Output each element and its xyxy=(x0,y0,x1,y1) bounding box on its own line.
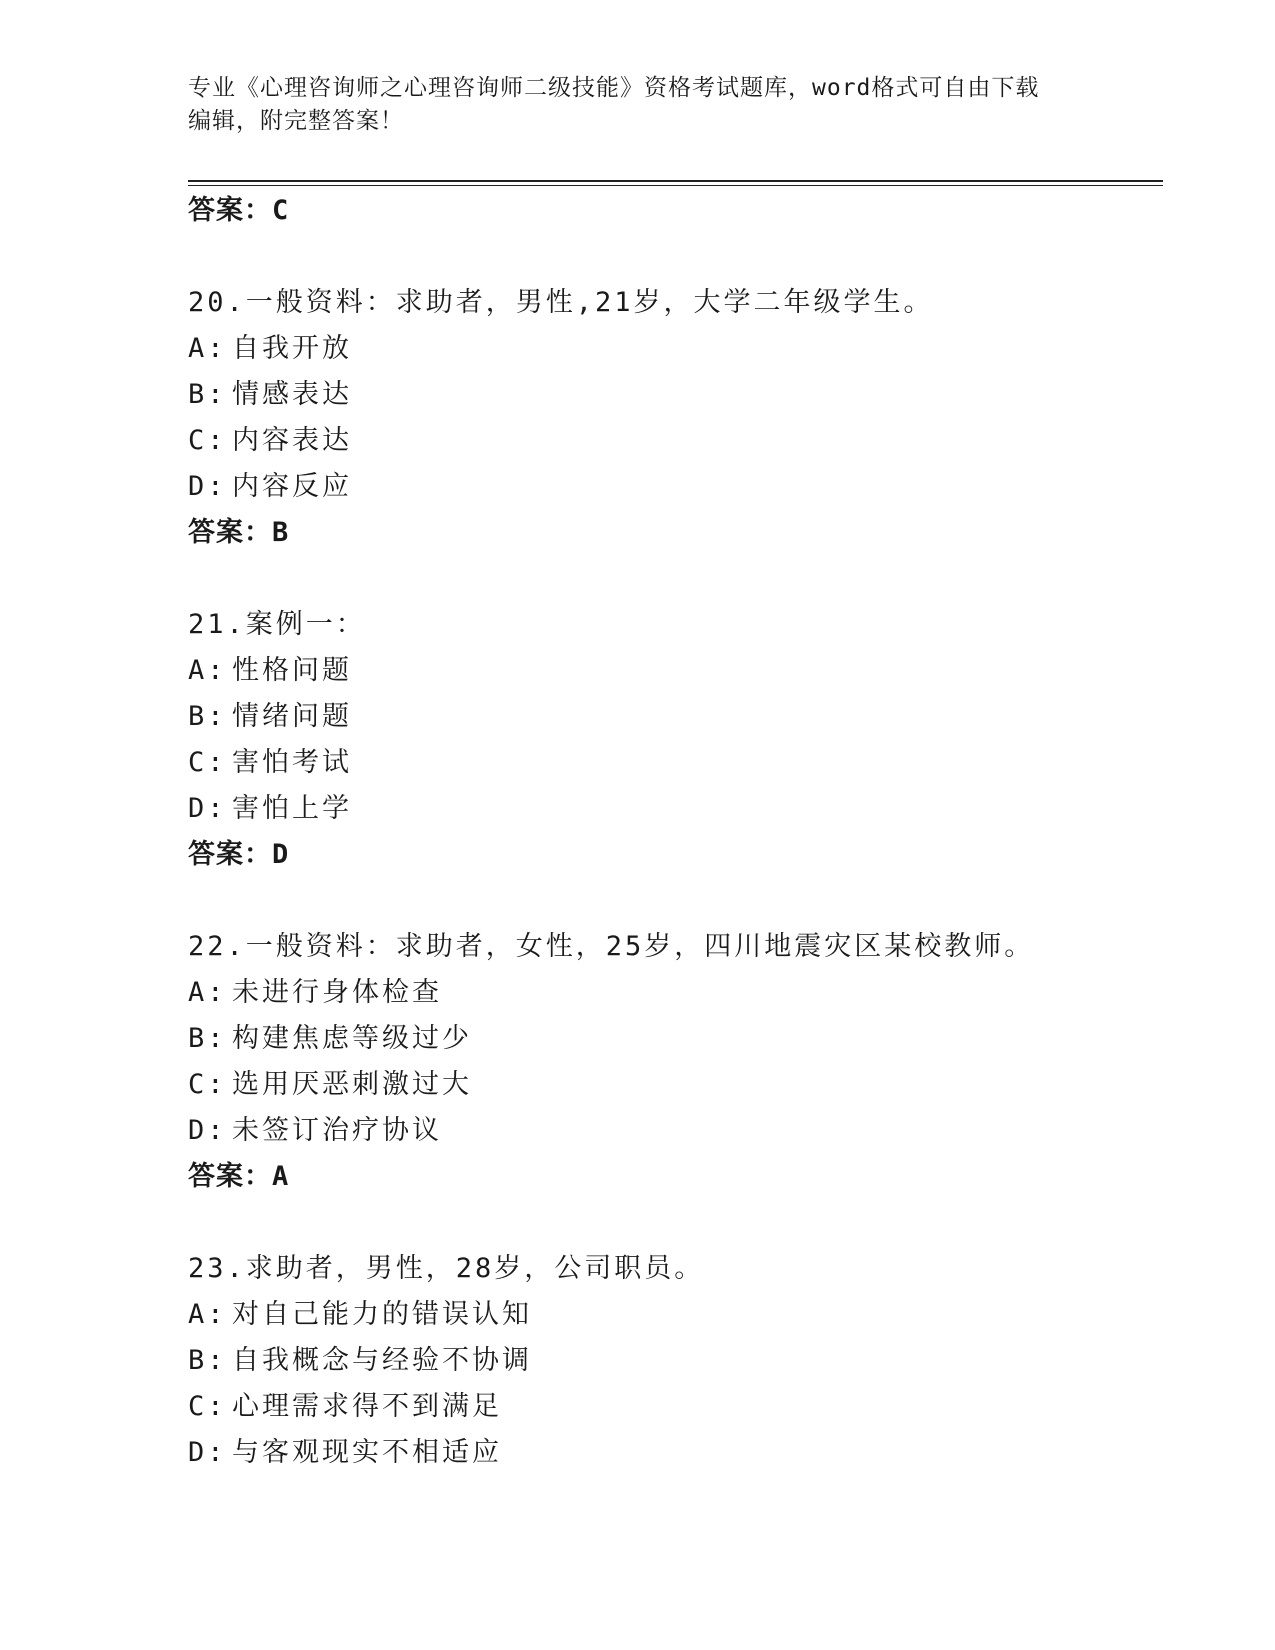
question-block xyxy=(188,280,1163,556)
option-text: 害怕上学 xyxy=(232,793,352,824)
spacer xyxy=(188,234,1163,280)
answer-line: 答案：B xyxy=(188,517,290,548)
option-text: 内容反应 xyxy=(232,471,352,502)
option-letter: D: xyxy=(188,793,227,824)
option-text: 与客观现实不相适应 xyxy=(232,1437,502,1468)
option-a xyxy=(188,326,1163,372)
header-line-2: 编辑，附完整答案！ xyxy=(188,108,404,134)
option-letter: A: xyxy=(188,1299,227,1330)
option-text: 对自己能力的错误认知 xyxy=(232,1299,532,1330)
option-a xyxy=(188,970,1163,1016)
spacer xyxy=(188,878,1163,924)
question-block xyxy=(188,924,1163,1200)
option-letter: B: xyxy=(188,1345,227,1376)
option-letter: A: xyxy=(188,655,227,686)
question-stem: 20.一般资料：求助者，男性,21岁，大学二年级学生。 xyxy=(188,287,934,318)
spacer xyxy=(188,1200,1163,1246)
option-a xyxy=(188,648,1163,694)
answer-line: 答案：C xyxy=(188,195,290,226)
option-letter: C: xyxy=(188,1069,227,1100)
question-block xyxy=(188,1246,1163,1476)
option-b xyxy=(188,372,1163,418)
answer-line: 答案：D xyxy=(188,839,290,870)
option-text: 心理需求得不到满足 xyxy=(232,1391,502,1422)
header-divider-thin xyxy=(188,185,1163,186)
option-letter: D: xyxy=(188,1437,227,1468)
option-letter: B: xyxy=(188,701,227,732)
option-a xyxy=(188,1292,1163,1338)
question-stem: 22.一般资料：求助者，女性，25岁，四川地震灾区某校教师。 xyxy=(188,931,1035,962)
question-block xyxy=(188,602,1163,878)
option-text: 未签订治疗协议 xyxy=(232,1115,442,1146)
option-c xyxy=(188,740,1163,786)
option-text: 构建焦虑等级过少 xyxy=(232,1023,472,1054)
option-c xyxy=(188,1384,1163,1430)
option-b xyxy=(188,694,1163,740)
option-text: 选用厌恶刺激过大 xyxy=(232,1069,472,1100)
question-stem: 21.案例一： xyxy=(188,609,366,640)
option-b xyxy=(188,1016,1163,1062)
question-stem: 23.求助者，男性，28岁，公司职员。 xyxy=(188,1253,705,1284)
document-header xyxy=(188,72,1088,138)
answer-line: 答案：A xyxy=(188,1161,290,1192)
option-text: 情绪问题 xyxy=(232,701,352,732)
option-text: 自我概念与经验不协调 xyxy=(232,1345,532,1376)
option-d xyxy=(188,1430,1163,1476)
option-text: 性格问题 xyxy=(232,655,352,686)
option-c xyxy=(188,1062,1163,1108)
option-text: 自我开放 xyxy=(232,333,352,364)
option-letter: A: xyxy=(188,977,227,1008)
option-d xyxy=(188,464,1163,510)
question-list xyxy=(188,188,1163,1476)
option-text: 内容表达 xyxy=(232,425,352,456)
option-letter: A: xyxy=(188,333,227,364)
option-text: 未进行身体检查 xyxy=(232,977,442,1008)
option-letter: D: xyxy=(188,471,227,502)
option-b xyxy=(188,1338,1163,1384)
option-letter: D: xyxy=(188,1115,227,1146)
spacer xyxy=(188,556,1163,602)
option-letter: C: xyxy=(188,1391,227,1422)
option-d xyxy=(188,786,1163,832)
header-line-1: 专业《心理咨询师之心理咨询师二级技能》资格考试题库，word格式可自由下载 xyxy=(188,75,1040,101)
option-text: 害怕考试 xyxy=(232,747,352,778)
option-letter: B: xyxy=(188,1023,227,1054)
option-letter: C: xyxy=(188,747,227,778)
option-text: 情感表达 xyxy=(232,379,352,410)
option-letter: B: xyxy=(188,379,227,410)
option-letter: C: xyxy=(188,425,227,456)
option-d xyxy=(188,1108,1163,1154)
header-divider-thick xyxy=(188,180,1163,182)
option-c xyxy=(188,418,1163,464)
